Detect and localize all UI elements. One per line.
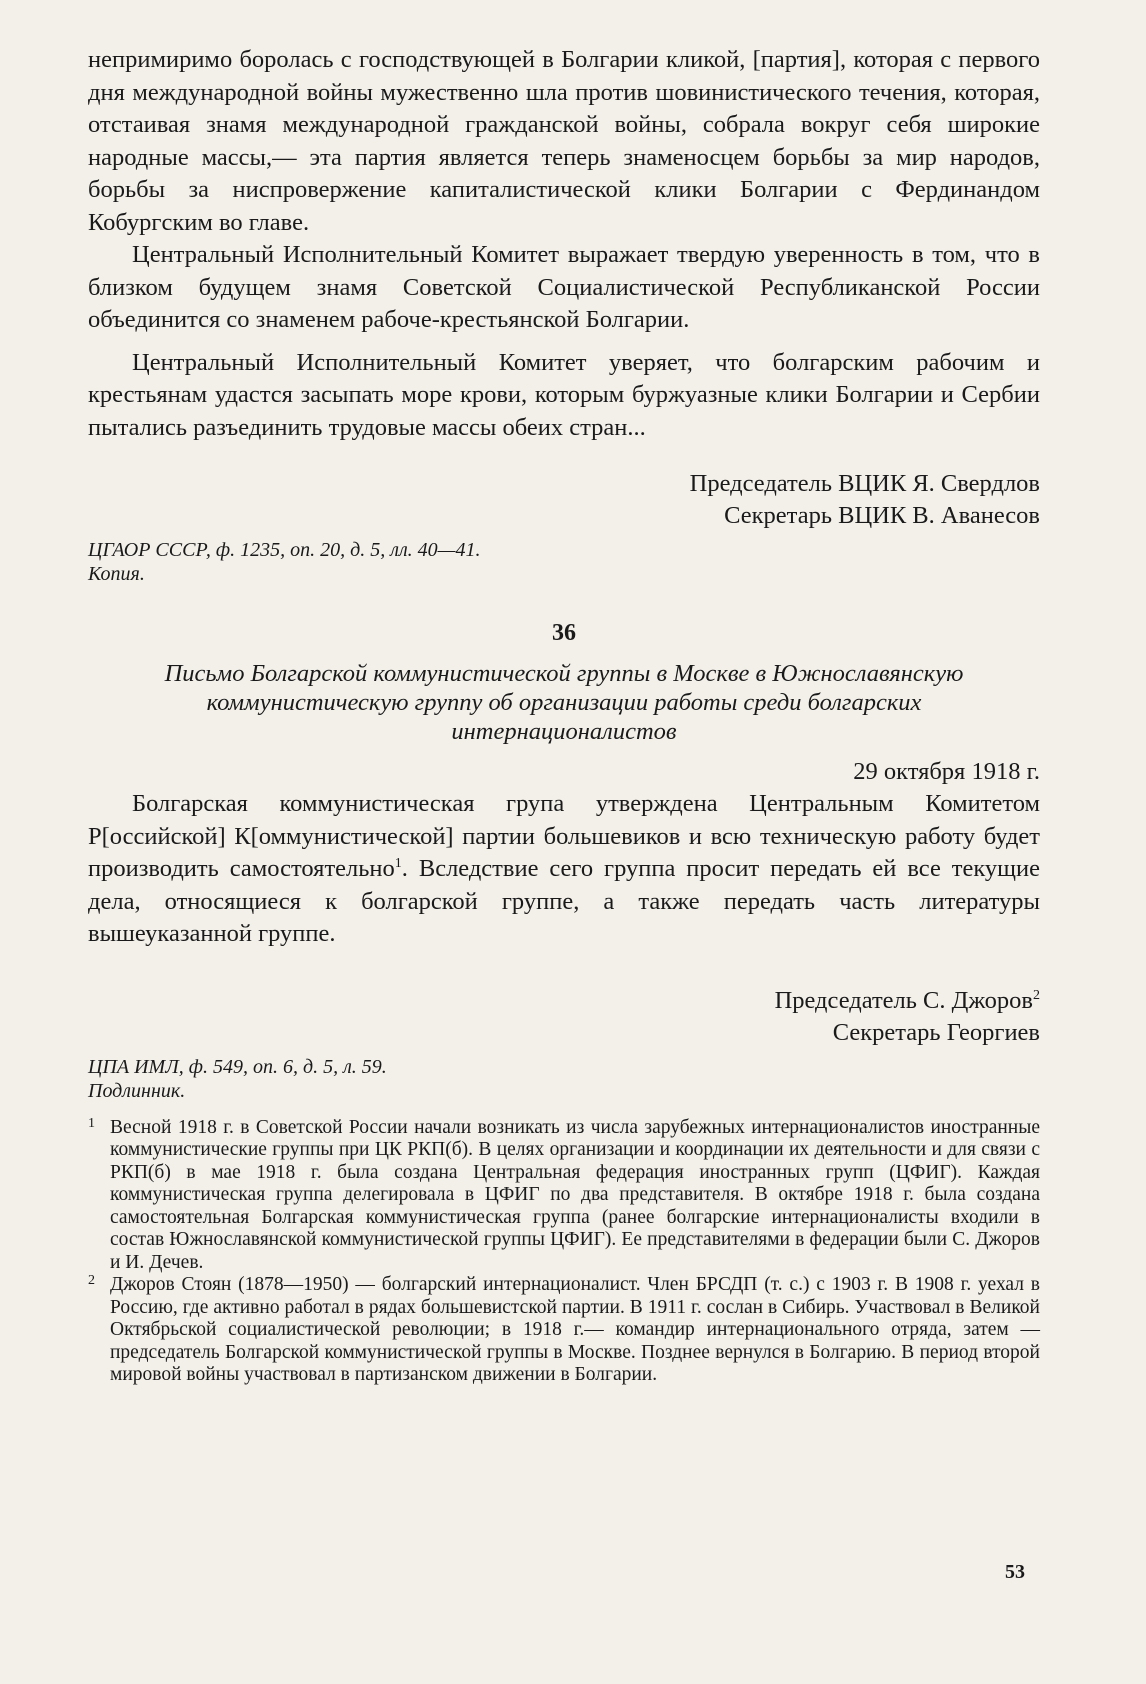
archive-reference: ЦГАОР СССР, ф. 1235, оп. 20, д. 5, лл. 40—41. [88,539,481,561]
footnote [88,1117,1040,1275]
document-kind: Копия. [88,563,145,585]
footnote-ref: 2 [1033,987,1040,1003]
paragraph: непримиримо боролась с господствующей в Болгарии кликой, [партия], которая с первого дня международной войны мужественно шла против шовинистического течения, которая, отстаивая знамя международной гражданской войны, собрала вокруг себя широкие народные массы,— эта партия является теперь знаменосцем борьбы за мир народов, борьбы за ниспровержение капиталистической клики Болгарии с Фердинандом Кобургским во главе. [88,46,1040,236]
page-number: 53 [1005,1561,1025,1583]
document-number: 36 [552,620,576,646]
footnote [88,1274,1040,1387]
footnotes [88,1117,1040,1387]
document-title: Письмо Болгарской коммунистической группы в Москве в Южнославянскую коммунистическую группу об организации работы среди болгарских интернационалистов [164,660,964,745]
paragraph-text: Болгарская коммунистическая група утверждена Центральным Комитетом Р[оссийской] К[оммунистической] партии большевиков и всю техническую работу будет производить самостоятельно [88,790,1040,882]
paragraph-text: . Вследствие сего группа просит передать ей все текущие дела, относящиеся к болгарской группе, а также передать часть литературы вышеуказанной группе. [88,855,1040,947]
page-content [88,44,1040,1387]
paragraph: Центральный Исполнительный Комитет уверяет, что болгарским рабочим и крестьянам удастся засыпать море крови, которым буржуазные клики Болгарии и Сербии пытались разъединить трудовые массы обеих стран... [88,348,1040,441]
archive-reference: ЦПА ИМЛ, ф. 549, оп. 6, д. 5, л. 59. [88,1055,387,1078]
paragraph: Центральный Исполнительный Комитет выражает твердую уверенность в том, что в близком будущем знамя Советской Социалистической Республиканской России объединится со знаменем рабоче-крестьянской Болгарии. [88,241,1040,333]
footnote-text: Весной 1918 г. в Советской России начали возникать из числа зарубежных интернационалистов иностранные коммунистические группы при ЦК РКП(б). В целях организации и координации их деятельности и для связи с РКП(б) в мае 1918 г. была создана Центральная федерация иностранных групп (ЦФИГ). Каждая коммунистическая группа делегировала в ЦФИГ по два представителя. В октябре 1918 г. была создана самостоятельная Болгарская коммунистическая группа (ранее болгарские интернационалисты входили в состав Южнославянской коммунистической группы ЦФИГ). Ее представителями в федерации были С. Джоров и И. Дечев. [110,1116,1040,1273]
footnote-mark: 1 [88,1115,95,1131]
footnote-text: Джоров Стоян (1878—1950) — болгарский интернационалист. Член БРСДП (т. с.) с 1903 г. В 1908 г. уехал в Россию, где активно работал в рядах большевистской партии. В 1911 г. сослан в Сибирь. Участвовал в Великой Октябрьской социалистической революции; в 1918 г.— командир интернационального отряда, затем — председатель Болгарской коммунистической группы в Москве. Позднее вернулся в Болгарию. В период второй мировой войны участвовал в партизанском движении в Болгарии. [110,1274,1040,1385]
archive-source [88,1055,1040,1103]
signature-chairman: Председатель С. Джоров$^2$ [774,986,1040,1014]
signature-secretary: Секретарь ВЦИК В. Аванесов [724,502,1040,529]
paragraph [88,788,1040,951]
footnote-mark: 2 [88,1273,95,1288]
document-date: 29 октября 1918 г. [853,758,1040,785]
archive-source [88,538,1040,586]
signature-chairman: Председатель ВЦИК Я. Свердлов [689,470,1040,497]
footnote-ref: 1 [394,855,402,871]
document-kind: Подлинник. [88,1079,186,1102]
signature-secretary: Секретарь Георгиев [832,1018,1040,1046]
